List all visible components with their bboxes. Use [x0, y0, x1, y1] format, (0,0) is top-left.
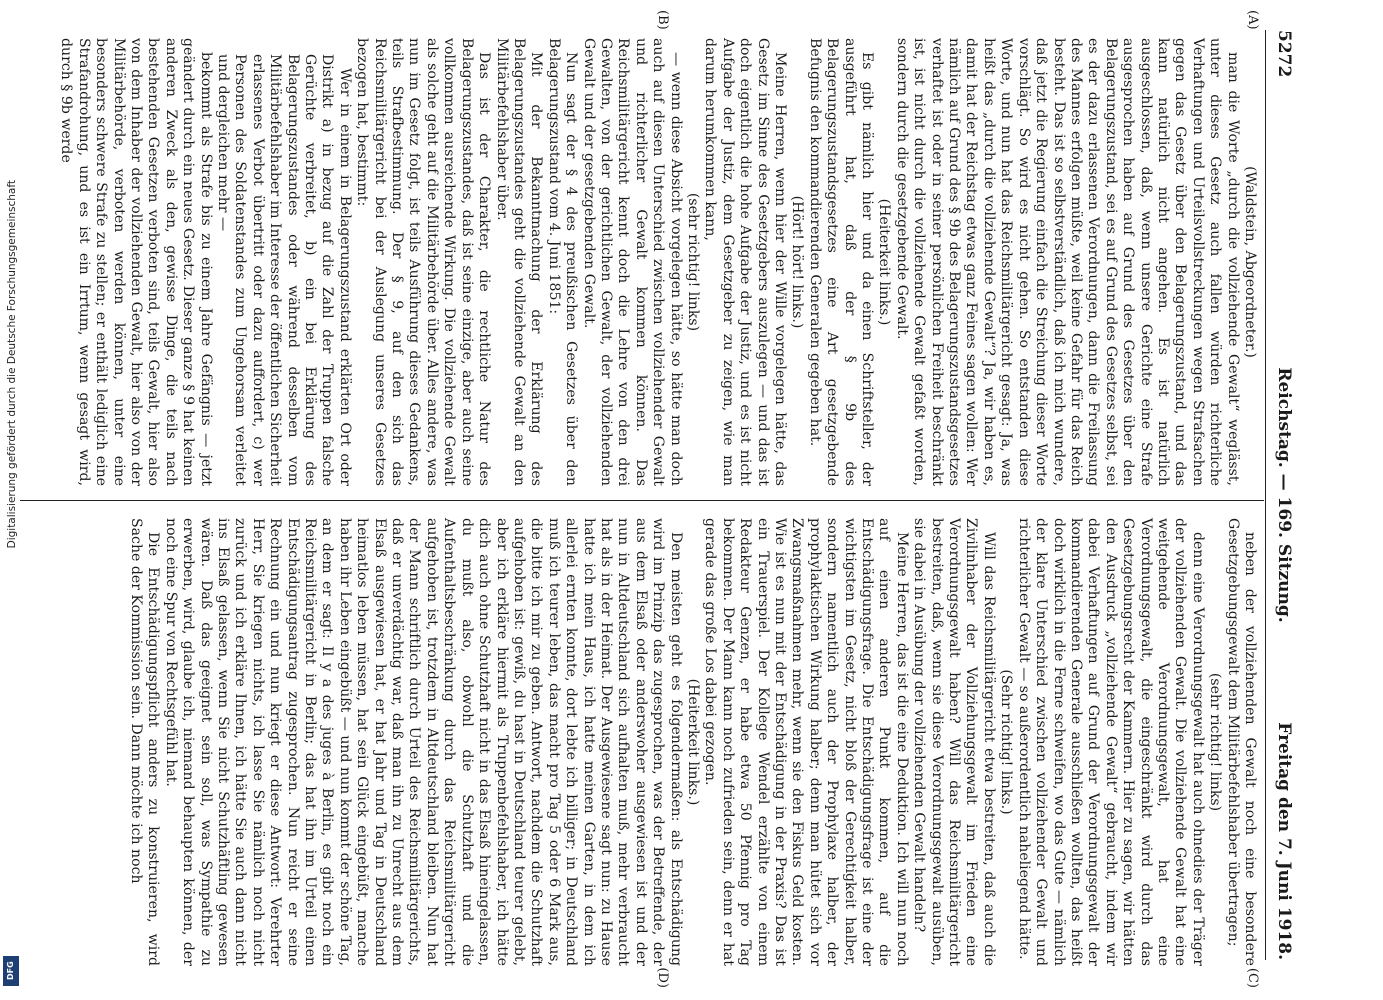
- left-column-paragraph: Mit der Bekanntmachung der Erklärung des Belagerungszustandes geht die vollziehende Gewalt an den Militärbefehlshaber über.: [493, 38, 545, 486]
- right-column-paragraph: neben der vollziehenden Gewalt noch eine besondere Gesetzgebungsgewalt dem Militärbefehlshaber übertragen;: [1224, 518, 1258, 966]
- right-column-paragraph: Meine Herren, das ist die eine Deduktion. Ich will nun noch auf einen anderen Punkt kommen, auf die Entschädigungsfrage. Die Entschädigungsfrage ist eine der wichtigsten im Gesetz, nicht bloß der Gerechtigkeit halber, sondern namentlich auch der Prophylaxe halber, der prophylaktischen Wirkung halber; denn man hütet sich vor Zwangsmaßnahmen mehr, wenn sie den Fiskus Geld kosten. Wie ist es nun mit der Entschädigung in der Praxis? Das ist ein Trauerspiel. Der Kollege Wendel erzählte von einem Redakteur Genzen, er habe etwa 50 Pfennig pro Tag bekommen. Der Mann kann noch zufrieden sein, denn er hat gerade das große Los dabei gezogen.: [702, 518, 910, 966]
- left-column-paragraph: Es gibt nämlich hier und da einen Schriftsteller, der ausgeführt hat, daß der § 9b des Belagerungszustandsgesetzes eine Art gesetzgebende Befugnis den kommandierenden Generalen gegeben hat.: [806, 38, 876, 486]
- left-column-paragraph: (sehr richtig! links): [685, 192, 701, 332]
- header-rule: [1265, 30, 1266, 960]
- left-column-paragraph: bekommt als Strafe bis zu einem Jahre Gefängnis — jetzt geändert durch ein neues Gesetz. Dieser ganze § 9 hat keinen anderen Zweck als den, gewisse Dinge, die teils nach bestehenden Gesetzen verboten sind, teils Gewalt, hier also von dem Inhaber der vollziehenden Gewalt, hier also von der Militärbehörde, verboten werden können, unter eine besonders schwere Strafe zu stellen; er enthält lediglich eine Strafandrohung, und es ist ein Irrtum, wenn gesagt wird, durch § 9b werde: [58, 38, 214, 486]
- page-title: Reichstag. — 169. Sitzung.: [1274, 367, 1294, 623]
- left-column-paragraph: man die Worte „durch die vollziehende Gewalt“ weglässt, unter dieses Gesetz auch fallen würden richterliche Verhaftungen und Urteilsvollstreckungen wegen Strafsachen gegen das Gesetz über den Belagerungszustand, und das kann natürlich nicht angehen. Es ist natürlich ausgeschlossen, daß, wenn unsere Gerichte eine Strafe ausgesprochen haben auf Grund des Gesetzes über den Belagerungszustand, sei es auf Grund des Gesetzes selbst, sei es der dazu erlassenen Verordnungen, dann die Freilassung des Mannes erfolgen müßte, weil keine Gefahr für das Reich besteht. Das ist so selbstverständlich, daß ich mich wundere, daß jetzt die Regierung einfach die Streichung dieser Worte vorschlägt. So wird es nicht gehen. So entstanden diese Worte, und nun hat das Reichsmilitärgericht gesagt: Ja, was heißt das „durch die vollziehende Gewalt“? Ja, wir haben es, damit hat der Reichstag etwas ganz Feines sagen wollen: Wer nämlich auf Grund des § 9b des Belagerungszustandsgesetzes verhaftet ist oder in seiner persönlichen Freiheit beschränkt ist, ist nicht durch die vollziehende Gewalt gefaßt worden, sondern durch die gesetzgebende Gewalt.: [893, 38, 1241, 486]
- right-column-paragraph: (Sehr richtig! links.): [998, 669, 1015, 815]
- right-column-paragraph: Die Entschädigungspflicht anders zu konstruieren, wird Sache der Kommission sein. Dann möchte ich noch: [128, 518, 162, 966]
- left-column-paragraph: — wenn diese Absicht vorgelegen hätte, so hätte man doch auch auf diesen Unterschied zwischen vollziehender Gewalt und richterlicher Gewalt kommen können. Das Reichsmilitärgericht kennt doch die Lehre von den drei Gewalten, von der gerichtlichen Gewalt, der vollziehenden Gewalt und der gesetzgebenden Gewalt.: [580, 38, 684, 486]
- left-column-paragraph: (Heiterkeit links.): [876, 198, 893, 326]
- marker-c: (C): [1245, 967, 1260, 988]
- marker-d: (D): [655, 967, 670, 988]
- column-divider: [20, 500, 1264, 501]
- left-column-paragraph: (Hört! hört! links.): [789, 195, 806, 329]
- page-header: [1268, 30, 1294, 960]
- right-column-paragraph: (Heiterkeit links.): [685, 678, 701, 806]
- left-column-paragraph: Nun sagt der § 4 des preußischen Gesetzes über den Belagerungszustand vom 4. Juni 1851:: [545, 38, 580, 486]
- left-column: [57, 38, 1258, 486]
- digitization-note: Digitalisierung gefördert durch die Deutsche Forschungsgemeinschaft: [6, 180, 18, 549]
- right-column-paragraph: Will das Reichsmilitärgericht etwa bestreiten, daß auch die Zivilinhaber der Vollziehungsgewalt im Frieden eine Verordnungsgewalt haben? Will das Reichsmilitärgericht bestreiten, daß, wenn sie diese Verordnungsgewalt ausüben, sie dabei in Ausübung der vollziehenden Gewalt handeln?: [911, 518, 997, 966]
- left-column-paragraph: (Waldstein, Abgeordneter.): [1242, 166, 1258, 358]
- marker-a: (A): [1245, 10, 1260, 30]
- right-column-paragraph: (sehr richtig! links): [1207, 672, 1224, 812]
- right-column: [127, 518, 1258, 966]
- dfg-logo: DFG: [3, 956, 19, 986]
- page-date: Freitag den 7. Juni 1918.: [1274, 722, 1294, 960]
- marker-b: (B): [655, 10, 670, 30]
- left-column-paragraph: Das ist der Charakter, die rechtliche Natur des Belagerungszustandes, daß ist seine einzige, aber auch seine vollkommen ausreichende Wirkung. Die vollziehende Gewalt als solche geht auf die Militärbehörde über. Alles andere, was nun im Gesetz folgt, ist teils Ausführung dieses Gedankens, teils Strafbestimmung. Der § 9, auf den sich das Reichsmilitärgericht bei der Auslegung unseres Gesetzes bezogen hat, bestimmt:: [354, 38, 493, 486]
- left-column-paragraph: Meine Herren, wenn hier der Wille vorgelegen hätte, das Gesetz im Sinne des Gesetzgebers auszulegen — und das ist doch eigentlich die hohe Aufgabe der Justiz, und es ist nicht Aufgabe der Justiz, dem Gesetzgeber zu zeigen, wie man darum herumkommen kann,: [702, 38, 789, 486]
- right-column-paragraph: denn eine Verordnungsgewalt hat auch ohnedies der Träger der vollziehenden Gewalt. Die vollziehende Gewalt hat eine weitgehende Verordnungsgewalt, hat eine Verordnungsgewalt, die eingeschränkt wird durch das Gesetzgebungsrecht der Kammern. Hier zu sagen, wir hätten den Ausdruck „vollziehende Gewalt“ gebraucht, indem wir dabei Verhaftungen auf Grund der Verordnungsgewalt der kommandierenden Generale ausschließen wollten, das heißt doch wirklich in die Ferne schweifen, wo das Gute — nämlich der klare Unterschied zwischen vollziehender Gewalt und richterlicher Gewalt — so außerordentlich naheliegend hätte.: [1015, 518, 1206, 966]
- page-number: 5272: [1274, 30, 1294, 78]
- right-column-paragraph: Den meisten geht es folgendermaßen: als Entschädigung wird im Prinzip das zugesprochen, was der Betreffende, der aus dem Elsaß oder anderswoher ausgewiesen ist und der nun in Altdeutschland sich aufhalten muß, mehr verbraucht hat als in der Heimat. Der Ausgewiesene sagt nun: zu Hause hatte ich mein Haus, ich hatte meinen Garten, in dem ich allerlei ernten konnte, dort lebte ich billiger; in Deutschland muß ich teurer leben, das macht pro Tag 5 oder 6 Mark aus, die bitte ich mir zu geben. Antwort, nachdem die Schutzhaft aufgehoben ist: gewiß, du hast in Deutschland teurer gelebt, aber ich erkläre hiermit als Truppenbefehlshaber, ich hätte dich auch ohne Schutzhaft nicht in das Elsaß hineingelassen, du mußt also, obwohl die Schutzhaft und die Aufenthaltsbeschränkung durch das Reichsmilitärgericht aufgehoben ist, trotzdem in Altdeutschland bleiben. Nun hat der Mann schriftlich durch Urteil des Reichsmilitärgerichts, daß er unverdächtig war, daß man ihn zu Unrecht aus dem Elsaß ausgewiesen hat, er hat Jahr und Tag in Deutschland heimatlos leben müssen, hat sein Glück eingebüßt, manche haben ihr Leben eingebüßt — und nun kommt der schöne Tag, an dem er sagt: Il y a des juges à Berlin, es gibt noch ein Reichsmilitärgericht in Berlin; das hat ihn im Urteil einen Entschädigungsantrag zugesprochen. Nun reicht er seine Rechnung ein und nun kriegt er diese Antwort: Verehrter Herr, Sie kriegen nichts, ich lasse Sie nämlich noch nicht zurück und ich erkläre Ihnen, ich hätte Sie auch dann nicht ins Elsaß gelassen, wenn Sie nicht Schutzhäftling gewesen wären. Daß das geeignet sein soll, was Sympathie zu erwerben, wird, glaube ich, niemand behaupten können, der noch eine Spur von Rechtsgefühl hat.: [162, 518, 684, 966]
- left-column-paragraph: Wer in einem in Belagerungszustand erklärten Ort oder Distrikt a) in bezug auf die Zahl der Truppen falsche Gerüchte verbreitet, b) ein bei Erklärung des Belagerungszustandes oder während desselben vom Militärbefehlshaber im Interesse der öffentlichen Sicherheit erlassenes Verbot übertritt oder dazu auffordert, c) wer Personen des Soldatenstandes zum Ungehorsam verleitet und dergleichen mehr —: [215, 54, 353, 486]
